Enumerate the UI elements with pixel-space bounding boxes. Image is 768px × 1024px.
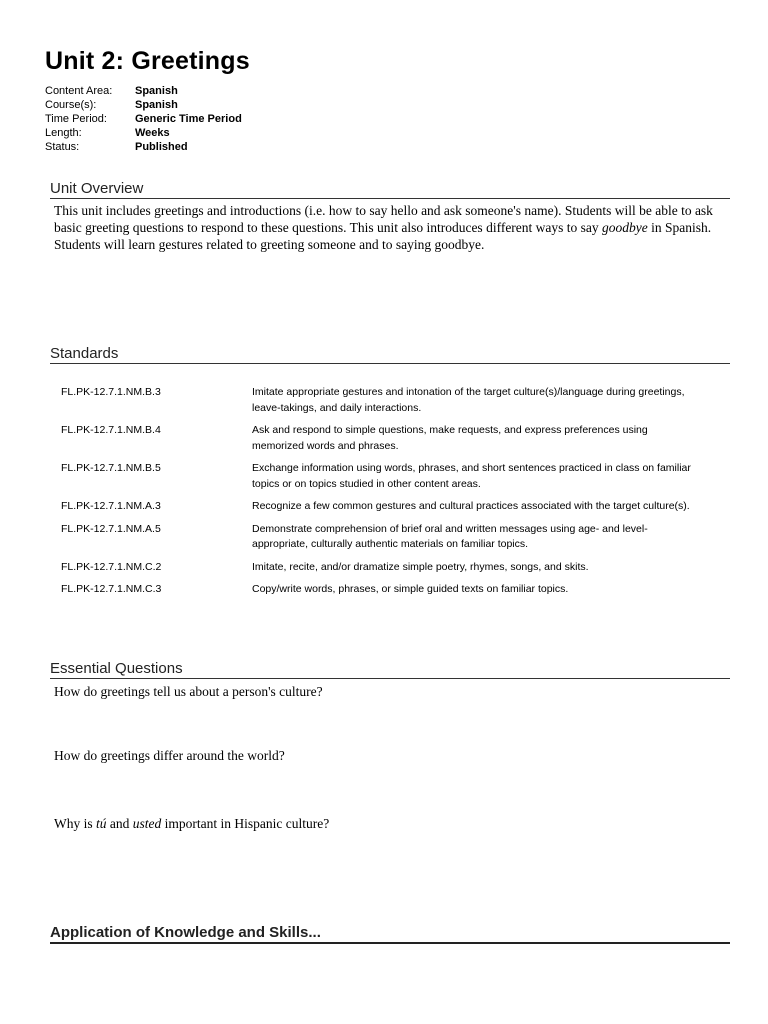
question-text-part: Why is	[54, 816, 96, 831]
overview-emphasis: goodbye	[602, 220, 648, 235]
standard-description: Demonstrate comprehension of brief oral and written messages using age- and level-appropriate, culturally authentic materials on familiar topics.	[252, 522, 648, 550]
meta-value: Generic Time Period	[135, 113, 242, 125]
standard-row	[61, 522, 721, 553]
section-heading-essential-questions: Essential Questions	[50, 660, 730, 679]
meta-label: Time Period:	[45, 113, 107, 125]
overview-text-part: in Spanish. Students will learn gestures related to greeting someone and to saying goodbye.	[54, 220, 712, 252]
page-title: Unit 2: Greetings	[45, 47, 250, 75]
meta-row-content-area	[45, 84, 242, 98]
standard-row	[61, 423, 721, 454]
standard-description: Exchange information using words, phrases, and short sentences practiced in class on familiar topics or on topics studied in other content areas.	[252, 462, 691, 490]
meta-label: Content Area:	[45, 85, 113, 97]
standards-list	[61, 385, 721, 605]
standard-description: Imitate appropriate gestures and intonation of the target culture(s)/language during greetings, leave-takings, and daily interactions.	[252, 386, 685, 414]
unit-overview-text	[54, 202, 729, 253]
meta-row-length	[45, 126, 242, 140]
standard-row	[61, 560, 721, 576]
question-emphasis: tú	[96, 816, 107, 831]
standard-row	[61, 499, 721, 515]
standard-code: FL.PK-12.7.1.NM.B.4	[61, 424, 161, 436]
standard-row	[61, 385, 721, 416]
question-text-part: important in Hispanic culture?	[161, 816, 330, 831]
standard-code: FL.PK-12.7.1.NM.B.3	[61, 386, 161, 398]
meta-label: Length:	[45, 127, 82, 139]
standard-row	[61, 582, 721, 598]
section-heading-unit-overview: Unit Overview	[50, 180, 730, 199]
question-text-part: and	[106, 816, 133, 831]
meta-label: Status:	[45, 141, 80, 153]
meta-row-time-period	[45, 112, 242, 126]
meta-label: Course(s):	[45, 99, 97, 111]
essential-question: How do greetings differ around the world?	[54, 748, 285, 763]
unit-metadata	[45, 84, 242, 154]
meta-row-courses	[45, 98, 242, 112]
meta-value: Spanish	[135, 99, 178, 111]
section-heading-standards: Standards	[50, 345, 730, 364]
standard-code: FL.PK-12.7.1.NM.B.5	[61, 462, 161, 474]
overview-text-part: This unit includes greetings and introductions (i.e. how to say hello and ask someone's name). Students will be able to ask basic greeting questions to respond to these questions. This unit also introduces different ways to say	[54, 203, 713, 235]
meta-value: Weeks	[135, 127, 170, 139]
meta-row-status	[45, 140, 242, 154]
standard-code: FL.PK-12.7.1.NM.A.5	[61, 522, 161, 535]
meta-value: Published	[135, 141, 188, 153]
standard-code: FL.PK-12.7.1.NM.C.2	[61, 560, 162, 573]
standard-description: Copy/write words, phrases, or simple guided texts on familiar topics.	[252, 583, 569, 595]
meta-value: Spanish	[135, 85, 178, 97]
question-emphasis: usted	[132, 816, 162, 831]
standard-description: Imitate, recite, and/or dramatize simple poetry, rhymes, songs, and skits.	[252, 560, 589, 573]
standard-row	[61, 461, 721, 492]
standard-description: Ask and respond to simple questions, make requests, and express preferences using memorized words and phrases.	[252, 424, 648, 452]
section-heading-application: Application of Knowledge and Skills...	[50, 924, 730, 944]
standard-code: FL.PK-12.7.1.NM.C.3	[61, 583, 162, 595]
standard-description: Recognize a few common gestures and cultural practices associated with the target culture(s).	[252, 500, 690, 512]
essential-question: How do greetings tell us about a person's culture?	[54, 684, 323, 699]
standard-code: FL.PK-12.7.1.NM.A.3	[61, 500, 161, 512]
essential-question	[54, 816, 329, 832]
